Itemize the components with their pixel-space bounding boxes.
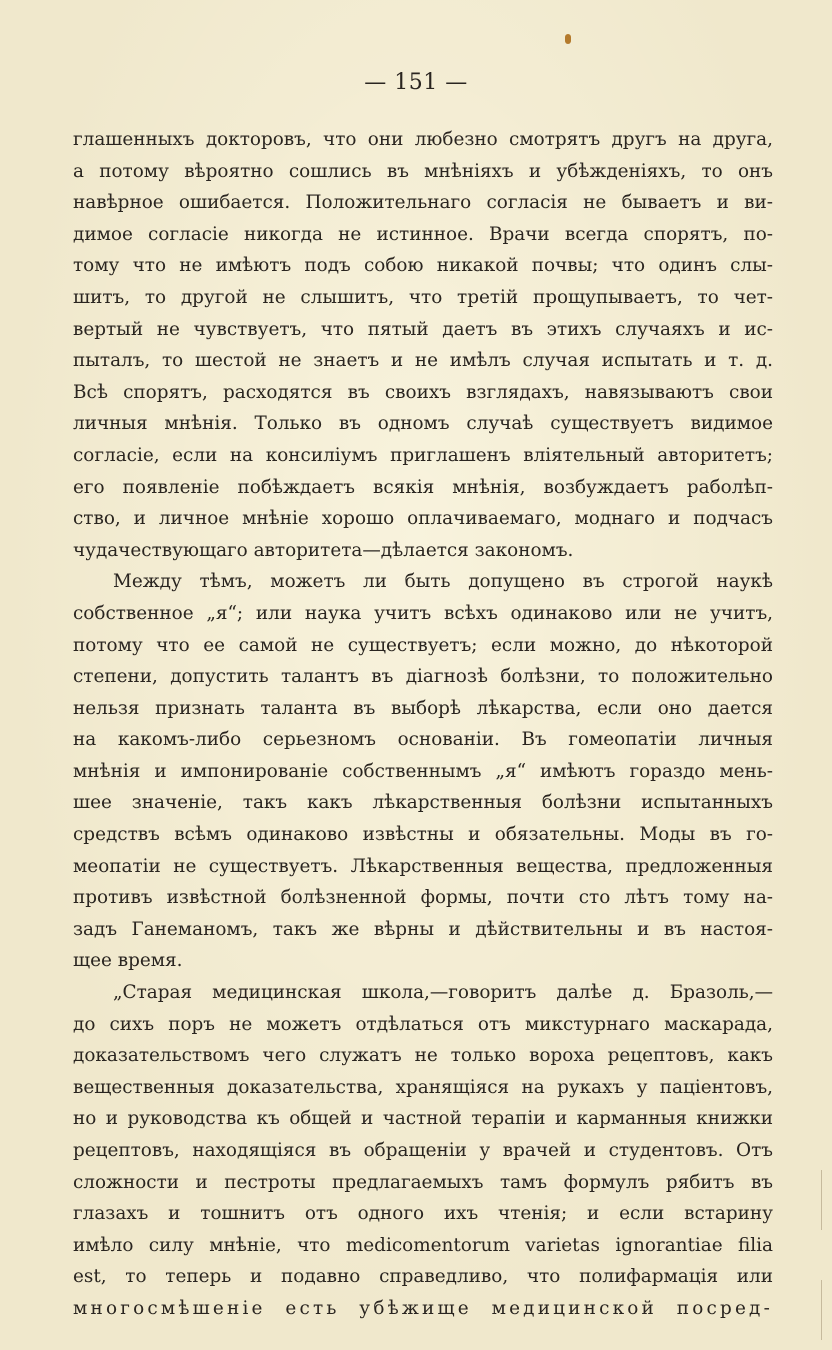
page-number: — 151 —	[364, 70, 468, 95]
paragraph-1	[73, 124, 773, 566]
text-line: тому что не имѣютъ подъ собою никакой почвы; что одинъ слы-	[73, 255, 773, 277]
text-line: нельзя признать таланта въ выборѣ лѣкарства, если оно дается	[73, 697, 773, 719]
text-line: до сихъ поръ не можетъ отдѣлаться отъ микстурнаго маскарада,	[73, 1013, 773, 1035]
text-line: шитъ, то другой не слышитъ, что третій прощупываетъ, то чет-	[73, 286, 773, 308]
paragraph-3	[73, 977, 773, 1325]
text-line: сложности и пестроты предлагаемыхъ тамъ формулъ рябитъ въ	[73, 1171, 773, 1193]
text-line: задъ Ганеманомъ, такъ же вѣрны и дѣйствительны и въ настоя-	[73, 918, 773, 940]
text-line: ство, и личное мнѣніе хорошо оплачиваемаго, моднаго и подчасъ	[73, 508, 773, 530]
text-line: меопатіи не существуетъ. Лѣкарственныя вещества, предложенныя	[73, 855, 773, 877]
text-line: согласіе, если на консиліумъ приглашенъ вліятельный авторитетъ;	[73, 444, 773, 466]
page-edge-mark	[821, 1170, 822, 1230]
text-line: но и руководства къ общей и частной терапіи и карманныя книжки	[73, 1108, 773, 1130]
paragraph-2	[73, 566, 773, 977]
text-line: Между тѣмъ, можетъ ли быть допущено въ строгой наукѣ	[113, 571, 773, 593]
text-line: на какомъ-либо серьезномъ основаніи. Въ гомеопатіи личныя	[73, 729, 773, 751]
text-line: средствъ всѣмъ одинаково извѣстны и обязательны. Моды въ го-	[73, 824, 773, 846]
text-line: многосмѣшеніе есть убѣжище медицинской посред-	[73, 1297, 773, 1319]
text-line: шее значеніе, такъ какъ лѣкарственныя болѣзни испытанныхъ	[73, 792, 773, 814]
text-line: Всѣ спорятъ, расходятся въ своихъ взглядахъ, навязываютъ свои	[73, 381, 773, 403]
text-line: навѣрное ошибается. Положительнаго согласія не бываетъ и ви-	[73, 192, 773, 214]
text-line: вещественныя доказательства, хранящіяся на рукахъ у паціентовъ,	[73, 1076, 773, 1098]
text-line: глашенныхъ докторовъ, что они любезно смотрятъ другъ на друга,	[73, 129, 773, 150]
text-line: противъ извѣстной болѣзненной формы, почти сто лѣтъ тому на-	[73, 887, 773, 909]
text-line: рецептовъ, находящіяся въ обращеніи у врачей и студентовъ. Отъ	[73, 1140, 773, 1161]
ink-speck	[565, 34, 571, 44]
text-line: „Старая медицинская школа,—говоритъ далѣе д. Бразоль,—	[113, 982, 773, 1004]
text-line: est, то теперь и подавно справедливо, что полифармація или	[73, 1266, 773, 1288]
text-line: димое согласіе никогда не истинное. Врачи всегда спорятъ, по-	[73, 223, 773, 245]
text-line: вертый не чувствуетъ, что пятый даетъ въ этихъ случаяхъ и ис-	[73, 318, 773, 340]
text-line: мнѣнія и импонированіе собственнымъ „я“ имѣютъ гораздо мень-	[73, 760, 773, 782]
text-line: собственное „я“; или наука учитъ всѣхъ одинаково или не учитъ,	[73, 602, 773, 624]
page-edge-mark	[821, 1280, 822, 1340]
text-line: глазахъ и тошнитъ отъ одного ихъ чтенія; и если встарину	[73, 1203, 773, 1225]
text-line: пыталъ, то шестой не знаетъ и не имѣлъ случая испытать и т. д.	[73, 350, 773, 372]
text-line: доказательствомъ чего служатъ не только вороха рецептовъ, какъ	[73, 1045, 773, 1067]
text-line: щее время.	[73, 950, 183, 972]
text-line: а потому вѣроятно сошлись въ мнѣніяхъ и убѣжденіяхъ, то онъ	[73, 160, 773, 182]
text-line: личныя мнѣнія. Только въ одномъ случаѣ существуетъ видимое	[73, 413, 773, 435]
text-line: чудачествующаго авторитета—дѣлается закономъ.	[73, 539, 574, 561]
text-line: потому что ее самой не существуетъ; если можно, до нѣкоторой	[73, 634, 773, 656]
text-line: имѣло силу мнѣніе, что medicomentorum varietas ignorantiae filia	[73, 1234, 773, 1256]
body-text	[73, 124, 773, 1325]
text-line: степени, допустить талантъ въ діагнозѣ болѣзни, то положительно	[73, 666, 773, 688]
text-line: его появленіе побѣждаетъ всякія мнѣнія, возбуждаетъ раболѣп-	[73, 476, 773, 498]
